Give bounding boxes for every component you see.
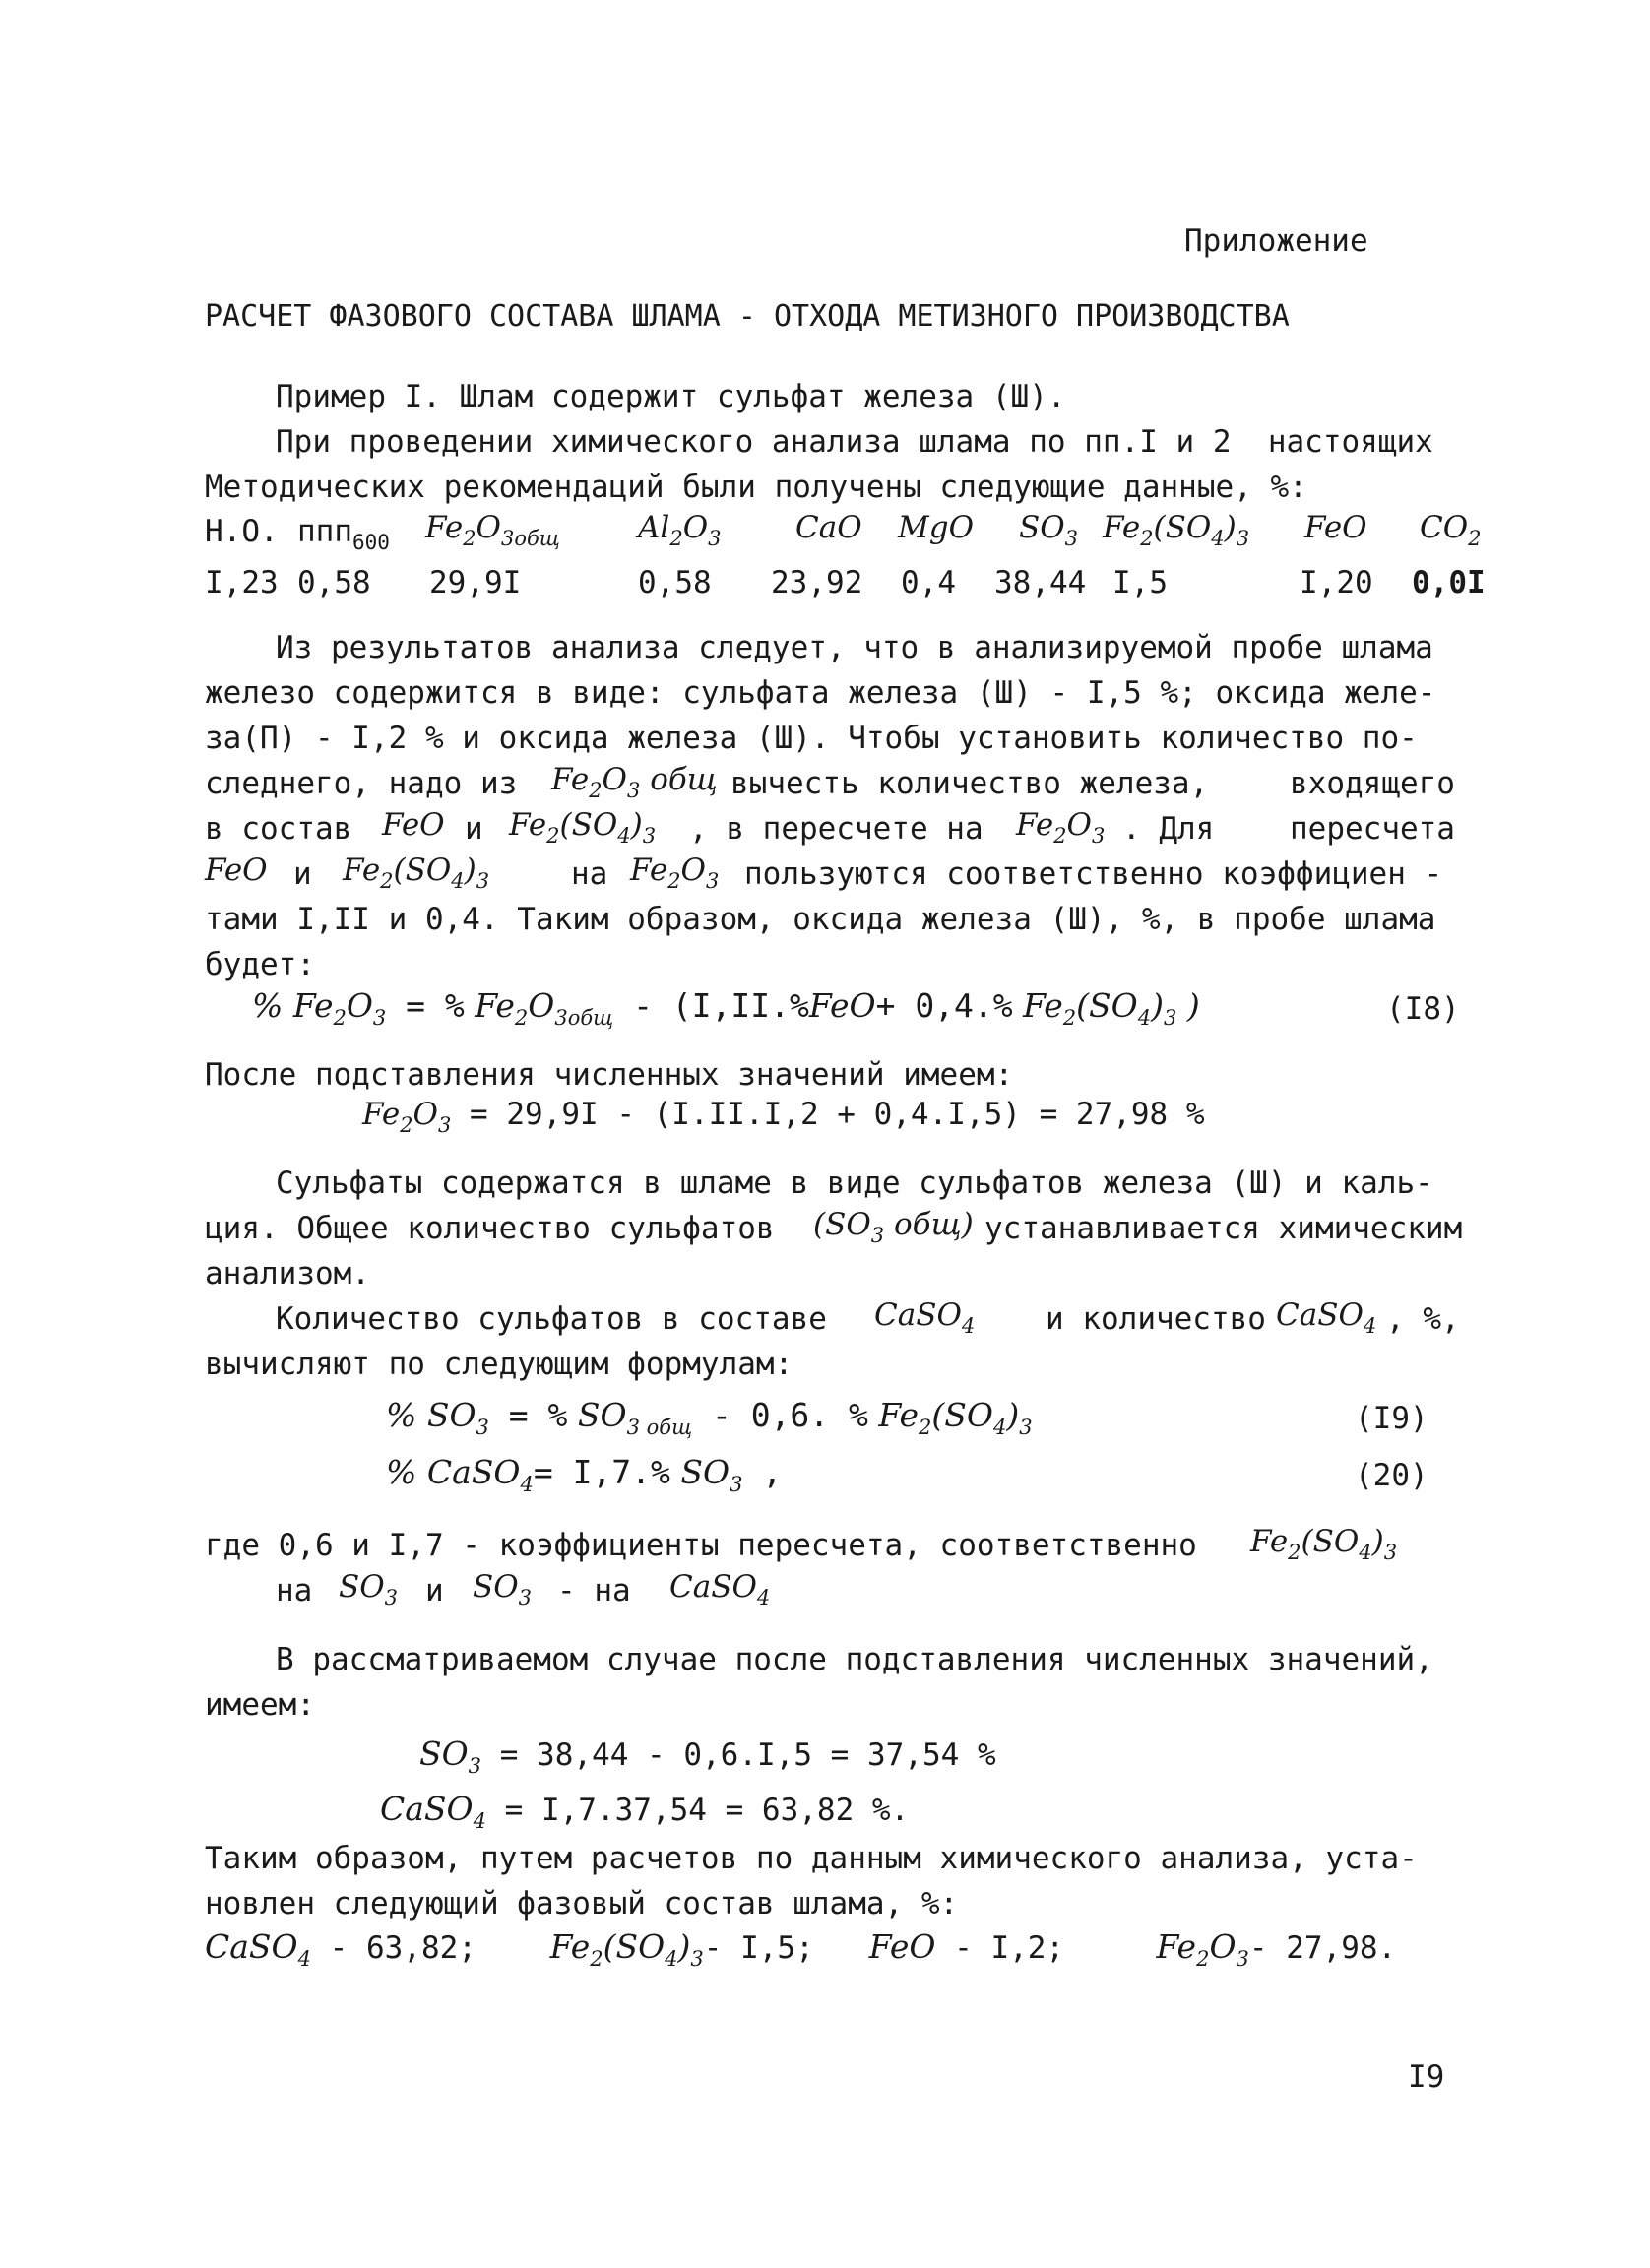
para1-line-8: будет: — [205, 947, 315, 982]
para1-line-4h: входящего — [1290, 766, 1455, 801]
subst-formula: $Fe_2O_3 = 29,9I - (I.II.I,2 + 0,4.I,5) = 27,98$ % — [362, 1097, 1205, 1137]
para1-line-3: за(П) - I,2 % и оксида железа (Ш). Чтобы установить количество по- — [205, 721, 1418, 756]
where-line-2a: на — [276, 1573, 313, 1608]
para2-line-2-so3: ($SO_3$ общ) — [813, 1207, 974, 1247]
conclusion-line-2: новлен следующий фазовый состав шлама, %: — [205, 1886, 959, 1922]
para3-line-2: вычисляют по следующим формулам: — [205, 1347, 793, 1382]
table-value-so3: 38,44 — [994, 565, 1087, 600]
para2-line-2e: устанавливается химическим — [984, 1211, 1463, 1246]
conclusion-line-1: Таким образом, путем расчетов по данным химического анализа, уста- — [205, 1841, 1418, 1876]
para1-line-6n: пользуются соответственно коэффициен - — [744, 856, 1443, 892]
para1-line-6i: на — [571, 856, 608, 892]
where-line-2-so3-b: $SO_3$ — [473, 1569, 533, 1609]
para2-line-1: Сульфаты содержатся в шламе в виде сульфатов железа (Ш) и каль- — [276, 1166, 1433, 1201]
para3-line-1-caso4-b: CaSO$_4$ — [1276, 1297, 1377, 1338]
para4-line-1: В рассматриваемом случае после подставления численных значений, — [276, 1642, 1433, 1677]
para1-line-5-fe2o3: $Fe_2O_3$ — [1016, 807, 1106, 848]
para1-line-5-fe2so43: $Fe_2(SO_4)_3$ — [509, 807, 657, 848]
intro-line-1: При проведении химического анализа шлама по пп.I и 2 настоящих — [276, 424, 1433, 460]
appendix-label: Приложение — [1184, 223, 1368, 259]
table-header-mgo: MgO — [898, 510, 975, 545]
table-header-al2o3: $Al_2O_3$ — [638, 510, 722, 550]
para1-line-5p: пересчета — [1290, 811, 1455, 847]
para1-line-4g: вычесть количество железа, — [730, 766, 1209, 801]
where-line-2-so3: $SO_3$ — [339, 1569, 399, 1609]
table-value-al2o3: 0,58 — [638, 565, 712, 600]
where-line-1a: где 0,6 и I,7 - коэффициенты пересчета, соответственно — [205, 1528, 1197, 1563]
where-line-2g: - на — [557, 1573, 631, 1608]
table-header-fe2so43: $Fe_2(SO_4)_3$ — [1103, 510, 1250, 550]
para2-line-3: анализом. — [205, 1256, 370, 1292]
para1-line-5c: и — [465, 811, 483, 847]
para1-line-7: тами I,II и 0,4. Таким образом, оксида железа (Ш), %, в пробе шлама — [205, 902, 1436, 937]
table-header-so3: $SO_3$ — [1019, 510, 1079, 550]
calc-caso4: CaSO$_4$ = I,7.37,54 = 63,82 %. — [380, 1790, 910, 1833]
para2-line-2a: ция. Общее количество сульфатов — [205, 1211, 775, 1246]
para3-line-1a: Количество сульфатов в составе — [276, 1301, 827, 1337]
para4-line-2: имеем: — [205, 1687, 315, 1723]
formula-20-number: (20) — [1355, 1458, 1428, 1493]
table-header-feo: FeO — [1304, 510, 1367, 545]
table-value-fe2so43: I,5 — [1112, 565, 1168, 600]
para1-line-1: Из результатов анализа следует, что в анализируемой пробе шлама — [276, 630, 1433, 665]
calc-so3: $SO_3 = 38,44 - 0,6.I,5 = 37,54$ % — [419, 1734, 996, 1778]
para1-line-5a: в состав — [205, 811, 352, 847]
page-number: I9 — [1408, 2059, 1445, 2095]
formula-19-body: % $SO_3$ = % $SO_3$ $_{общ}$ - 0,6. % $Fe_2(SO_4)_3$ — [386, 1396, 1033, 1439]
subst-intro: После подставления численных значений имеем: — [205, 1057, 1014, 1093]
para1-line-4a: следнего, надо из — [205, 766, 518, 801]
table-header-fe2o3: $Fe_2O_{3общ}$ — [425, 510, 560, 550]
table-header-ppp: ппп$_{600}$ — [297, 514, 390, 554]
para1-line-6-fe2o3: $Fe_2O_3$ — [630, 852, 720, 893]
formula-20-body: % CaSO$_4$= I,7.% $SO_3$ , — [386, 1453, 783, 1496]
table-value-mgo: 0,4 — [901, 565, 956, 600]
para3-line-1d: и количество — [1046, 1301, 1266, 1337]
formula-18-body: % $Fe_2O_3$ = % $Fe_2O_{3общ} - (I,II.\%FeO+ 0,4.\%$ $Fe_2(SO_4)_3$ ) — [252, 986, 1200, 1030]
table-value-ppp: 0,58 — [297, 565, 371, 600]
para1-line-2: железо содержится в виде: сульфата железа (Ш) - I,5 %; оксида желе- — [205, 675, 1436, 711]
para1-line-5o: . Для — [1122, 811, 1215, 847]
para1-line-6b: и — [293, 856, 312, 892]
table-header-co2: $CO_2$ — [1420, 510, 1482, 550]
table-value-fe2o3: 29,9I — [429, 565, 522, 600]
example-heading: Пример I. Шлам содержит сульфат железа (Ш). — [276, 379, 1066, 414]
intro-line-2: Методических рекомендаций были получены следующие данные, %: — [205, 470, 1307, 505]
where-line-2-caso4: CaSO$_4$ — [669, 1569, 771, 1609]
table-value-cao: 23,92 — [771, 565, 863, 600]
table-value-co2: 0,0I — [1412, 565, 1486, 600]
para1-line-6-fe2so43: $Fe_2(SO_4)_3$ — [343, 852, 490, 893]
para3-line-1-caso4: CaSO$_4$ — [874, 1297, 976, 1338]
para1-line-5-feo: FeO — [382, 807, 445, 843]
formula-19-number: (I9) — [1355, 1401, 1428, 1436]
table-header-cao: CaO — [795, 510, 862, 545]
para1-line-5j: , в пересчете на — [689, 811, 984, 847]
table-value-no: I,23 — [205, 565, 279, 600]
page-title: РАСЧЕТ ФАЗОВОГО СОСТАВА ШЛАМА - ОТХОДА МЕТИЗНОГО ПРОИЗВОДСТВА — [205, 299, 1290, 334]
table-value-feo: I,20 — [1300, 565, 1373, 600]
para1-line-4-formula: $Fe_2O_3$ общ — [551, 762, 718, 802]
para1-line-6-feo: FeO — [205, 852, 268, 888]
where-line-2d: и — [425, 1573, 444, 1608]
formula-18-number: (I8) — [1386, 991, 1460, 1027]
table-header-no: Н.О. — [205, 514, 279, 549]
para3-line-1g: , %, — [1386, 1301, 1460, 1337]
conclusion-result: CaSO$_4$ - 63,82; $Fe_2(SO_4)_3-$ I,5; FeO - I,2; $Fe_2O_3-$ 27,98. — [205, 1927, 1397, 1971]
where-line-1-fe2so43: $Fe_2(SO_4)_3$ — [1250, 1524, 1398, 1564]
